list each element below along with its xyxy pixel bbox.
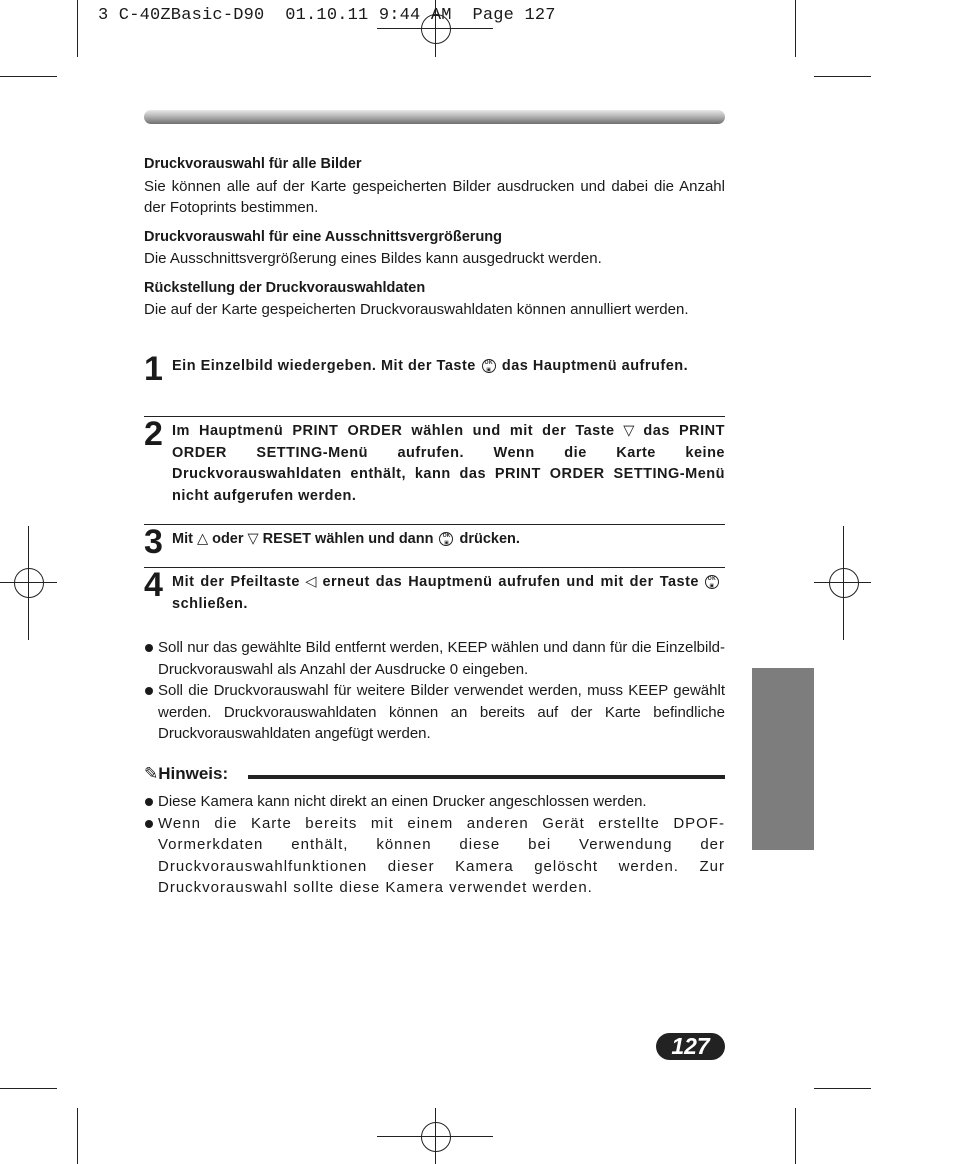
- step-text-part: oder: [212, 531, 244, 547]
- section: [144, 227, 725, 270]
- list-item: Diese Kamera kann nicht direkt an einen Drucker angeschlossen werden.: [144, 791, 725, 813]
- step-text: [172, 572, 725, 615]
- section-heading: Rückstellung der Druckvorauswahldaten: [144, 279, 426, 296]
- step-number: 4: [144, 566, 163, 604]
- step-number: 3: [144, 523, 163, 561]
- print-slug: 3 C-40ZBasic-D90 01.10.11 9:44 AM Page 127: [98, 6, 556, 25]
- step-3: [144, 523, 725, 561]
- crop-mark: [814, 76, 871, 77]
- intro-sections: [144, 154, 725, 329]
- crop-mark: [77, 1108, 78, 1164]
- step-divider: [144, 416, 725, 417]
- step-divider: [144, 567, 725, 568]
- step-text-part: Ein Einzelbild wiedergeben. Mit der Taste: [172, 358, 476, 374]
- section-text: Die Ausschnittsvergrößerung eines Bildes kann ausgedruckt werden.: [144, 250, 602, 267]
- section-heading: Druckvorauswahl für eine Ausschnittsvergrößerung: [144, 228, 503, 245]
- down-arrow-icon: ▽: [618, 423, 640, 439]
- crop-mark: [0, 76, 57, 77]
- note-bullets: [144, 791, 725, 899]
- left-arrow-icon: ◁: [303, 574, 319, 590]
- step-number: 2: [144, 415, 163, 453]
- step-text: [172, 421, 725, 507]
- step-2: [144, 415, 726, 507]
- step-text-part: erneut das Hauptmenü aufrufen und mit der Taste: [322, 574, 699, 590]
- down-arrow-icon: ▽: [247, 531, 259, 547]
- crop-mark: [795, 1108, 796, 1164]
- section-text: Sie können alle auf der Karte gespeicherten Bilder ausdrucken und dabei die Anzahl der Fotoprints bestimmen.: [144, 177, 725, 216]
- step-4: [144, 566, 725, 615]
- pencil-icon: ✎: [144, 764, 159, 783]
- step-divider: [144, 524, 725, 525]
- page-number: 127: [656, 1033, 725, 1060]
- header-bar: [144, 110, 725, 124]
- step-text-part: Im Hauptmenü PRINT ORDER wählen und mit der Taste: [172, 423, 615, 439]
- ok-button-icon: OK ▣: [482, 359, 496, 373]
- step-text-part: drücken.: [459, 531, 520, 547]
- chapter-tab: [752, 668, 814, 850]
- step-text-part: das PRINT ORDER SETTING-Menü aufrufen. Wenn die Karte keine Druckvorauswahldaten enthält, kann das PRINT ORDER SETTING-Menü nicht aufgerufen werden.: [172, 423, 726, 504]
- section-text: Die auf der Karte gespeicherten Druckvorauswahldaten können annulliert werden.: [144, 301, 689, 318]
- section-heading: Druckvorauswahl für alle Bilder: [144, 156, 362, 172]
- section: [144, 154, 725, 219]
- note-header: [144, 764, 725, 788]
- step-text: [172, 356, 725, 378]
- note-rule: [248, 775, 725, 779]
- ok-button-icon: OK ▣: [705, 575, 719, 589]
- up-arrow-icon: △: [196, 531, 209, 547]
- step-number: 1: [144, 350, 163, 388]
- crop-mark: [795, 0, 796, 57]
- list-item: Soll nur das gewählte Bild entfernt werden, KEEP wählen und dann für die Einzelbild-Druckvorauswahl als Anzahl der Ausdrucke 0 eingeben.: [144, 637, 725, 680]
- note-label: Hinweis:: [158, 764, 229, 783]
- list-item: Wenn die Karte bereits mit einem anderen Gerät erstellte DPOF-Vormerkdaten enthält, können diese bei Verwendung der Druckvorauswahlfunktionen dieser Kamera gelöscht werden. Zur Druckvorauswahl sollte diese Kamera verwendet werden.: [144, 813, 725, 899]
- section: [144, 278, 725, 321]
- step-text-part: schließen.: [172, 595, 248, 612]
- step-text-part: das Hauptmenü aufrufen.: [501, 358, 689, 374]
- crop-mark: [77, 0, 78, 57]
- crop-mark: [814, 1088, 871, 1089]
- step-text-part: Mit: [172, 531, 193, 547]
- info-bullets: [144, 637, 725, 745]
- list-item: Soll die Druckvorauswahl für weitere Bilder verwendet werden, muss KEEP gewählt werden. Druckvorauswahldaten können an bereits auf der Karte befindliche Druckvorauswahldaten angefügt werden.: [144, 680, 725, 745]
- crop-mark: [0, 1088, 57, 1089]
- step-text: [172, 529, 725, 551]
- step-text-part: Mit der Pfeiltaste: [172, 574, 300, 590]
- ok-button-icon: OK ▣: [439, 532, 453, 546]
- step-1: [144, 350, 725, 388]
- step-text-part: RESET wählen und dann: [262, 531, 434, 547]
